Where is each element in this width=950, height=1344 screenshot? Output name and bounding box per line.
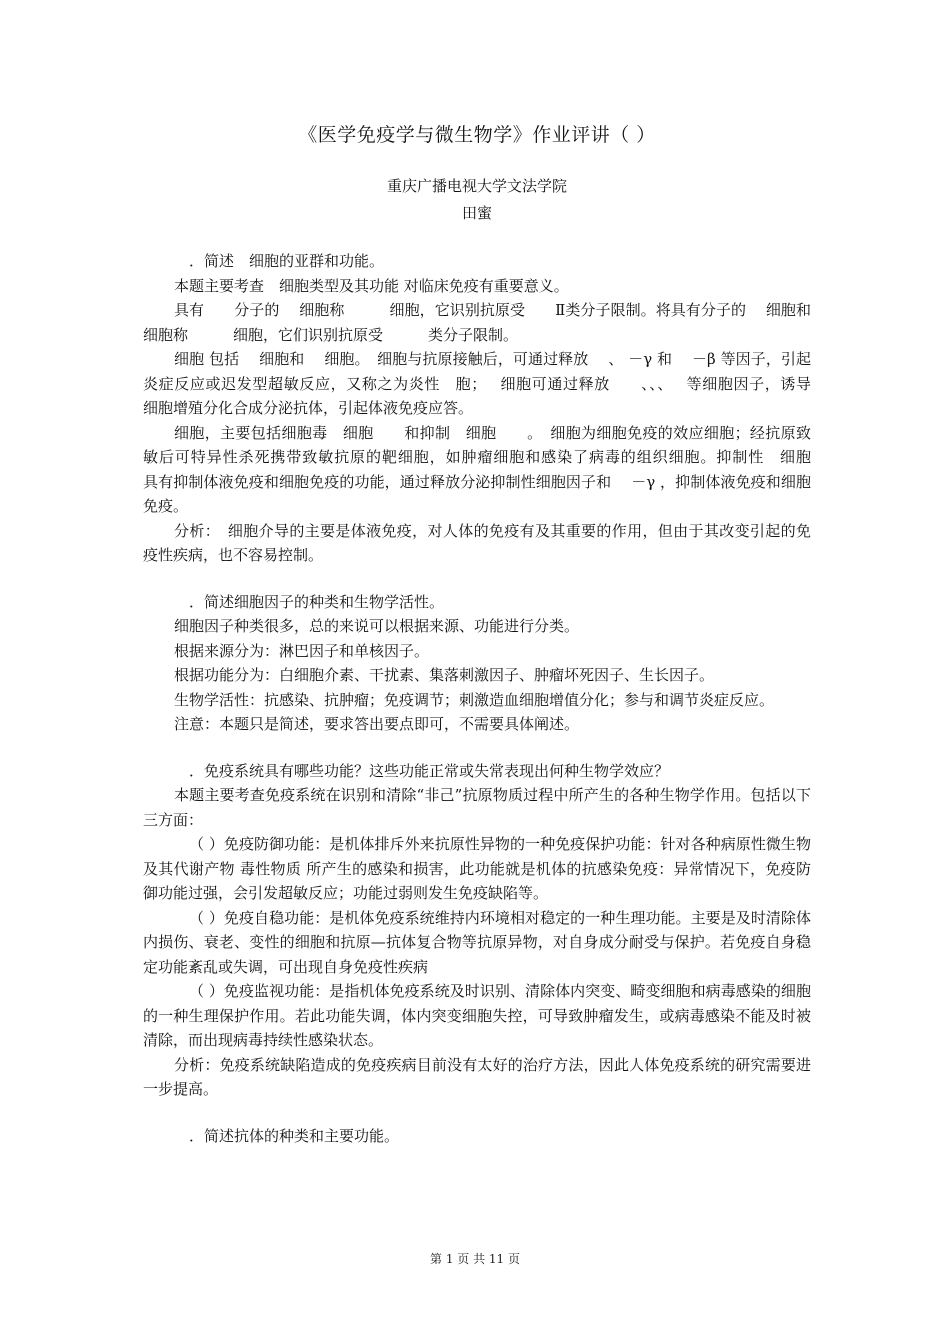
note-paragraph: 注意：本题只是简述，要求答出要点即可，不需要具体阐述。 [174,715,580,733]
paragraph: 细胞因子种类很多，总的来说可以根据来源、功能进行分类。 [174,617,580,635]
paragraph: （ ）免疫防御功能：是机体排斥外来抗原性异物的一种免疫保护功能：针对各种病原性微生物及其代谢产物 毒性物质 所产生的感染和损害，此功能就是机体的抗感染免疫：异常情况下，免疫防御功能过强，会引发超敏反应；功能过弱则发生免疫缺陷等。 [143,835,811,902]
question-3-heading: ．免疫系统具有哪些功能？这些功能正常或失常表现出何种生物学效应？ [189,761,670,780]
question-2-heading: ．简述细胞因子的种类和生物学活性。 [189,592,445,611]
analysis-paragraph: 分析： 细胞介导的主要是体液免疫，对人体的免疫有及其重要的作用，但由于其改变引起的免疫性疾病，也不容易控制。 [143,521,811,564]
paragraph: 细胞，主要包括细胞毒 细胞 和抑制 细胞 。 细胞为细胞免疫的效应细胞；经抗原致敏后可特异性杀死携带致敏抗原的靶细胞，如肿瘤细胞和感染了病毒的组织细胞。抑制性 细胞 具有抑制体液免疫和细胞免疫的功能，通过释放分泌抑制性细胞因子和 －γ ，抑制体液免疫和细胞免疫。 [143,423,842,515]
paragraph: （ ）免疫自稳功能：是机体免疫系统维持内环境相对稳定的一种生理功能。主要是及时清除体内损伤、衰老、变性的细胞和抗原—抗体复合物等抗原异物，对自身成分耐受与保护。若免疫自身稳定功能紊乱或失调，可出现自身免疫性疾病 [143,908,811,976]
author: 田蜜 [461,204,492,222]
paragraph: 具有 分子的 细胞称 细胞，它识别抗原受 Ⅱ类分子限制。将具有分子的 细胞和 细胞称 细胞，它们识别抗原受 类分子限制。 [143,301,831,344]
paragraph: （ ）免疫监视功能：是指机体免疫系统及时识别、清除体内突变、畸变细胞和病毒感染的细胞的一种生理保护作用。若此功能失调，体内突变细胞失控，可导致肿瘤发生，或病毒感染不能及时被清除，而出现病毒持续性感染状态。 [143,982,811,1049]
paragraph: 根据来源分为：淋巴因子和单核因子。 [174,641,430,660]
paragraph: 本题主要考查 细胞类型及其功能 对临床免疫有重要意义。 [174,276,569,295]
paragraph: 细胞 包括 细胞和 细胞。 细胞与抗原接触后，可通过释放 、 －γ 和 －β 等因子，引起炎症反应或迟发型超敏反应，又称之为炎性 胞； 细胞可通过释放 、、、 等细胞因子，诱导 细胞增殖分化合成分泌抗体，引起体液免疫应答。 [143,350,827,417]
paragraph: 本题主要考查免疫系统在识别和清除“非己”抗原物质过程中所产生的各种生物学作用。包括以下三方面： [143,786,811,829]
question-4-heading: ．简述抗体的种类和主要功能。 [189,1126,400,1145]
paragraph: 生物学活性：抗感染、抗肿瘤；免疫调节；刺激造血细胞增值分化；参与和调节炎症反应。 [174,690,775,709]
analysis-paragraph: 分析：免疫系统缺陷造成的免疫疾病目前没有太好的治疗方法，因此人体免疫系统的研究需要进一步提高。 [143,1055,811,1098]
question-1-heading: ．简述 细胞的亚群和功能。 [189,252,385,270]
paragraph: 根据功能分为：白细胞介素、干扰素、集落刺激因子、肿瘤坏死因子、生长因子。 [174,666,715,684]
document-title: 《医学免疫学与微生物学》作业评讲（ ） [298,124,656,146]
organization: 重庆广播电视大学文法学院 [386,177,567,195]
document-body [143,120,842,1148]
page-footer: 第 1 页 共 11 页 [430,1252,520,1266]
